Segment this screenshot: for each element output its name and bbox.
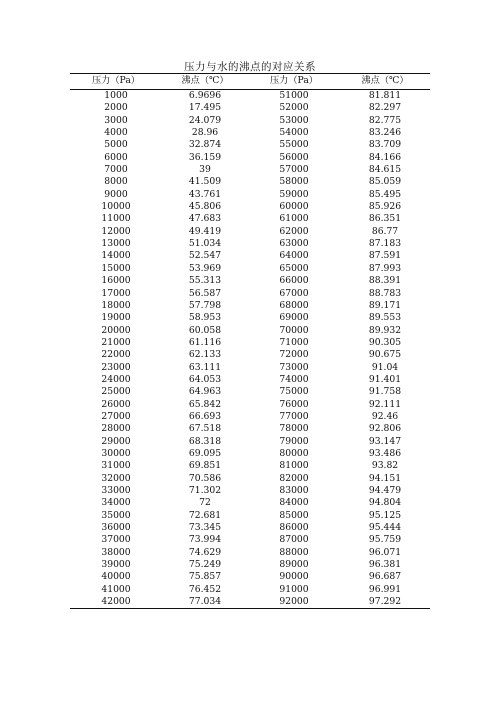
cell-boiling-point-left: 62.133 <box>188 349 222 361</box>
cell-pressure-left: 25000 <box>101 386 131 398</box>
cell-boiling-point-right: 91.401 <box>368 373 402 385</box>
cell-boiling-point-left: 71.302 <box>188 485 222 497</box>
cell-pressure-left: 2000 <box>104 102 128 114</box>
cell-pressure-right: 61000 <box>279 213 309 225</box>
table-row <box>70 596 430 609</box>
cell-boiling-point-left: 41.509 <box>188 176 222 188</box>
cell-boiling-point-left: 39 <box>199 164 211 176</box>
table-row <box>70 127 430 139</box>
cell-boiling-point-right: 83.246 <box>368 127 402 139</box>
cell-boiling-point-right: 91.04 <box>371 361 399 373</box>
table-row <box>70 559 430 571</box>
cell-pressure-right: 67000 <box>279 287 309 299</box>
cell-boiling-point-right: 93.486 <box>368 447 402 459</box>
cell-boiling-point-right: 82.775 <box>368 114 402 126</box>
table-row <box>70 102 430 114</box>
cell-pressure-right: 74000 <box>279 373 309 385</box>
cell-pressure-right: 90000 <box>279 571 309 583</box>
table-row <box>70 263 430 275</box>
cell-boiling-point-left: 65.842 <box>188 398 222 410</box>
cell-boiling-point-right: 85.059 <box>368 176 402 188</box>
cell-pressure-right: 70000 <box>279 324 309 336</box>
cell-pressure-right: 87000 <box>279 534 309 546</box>
table-row <box>70 176 430 188</box>
pressure-boiling-point-table <box>70 73 430 609</box>
table-row <box>70 510 430 522</box>
cell-pressure-left: 14000 <box>101 250 131 262</box>
cell-pressure-left: 40000 <box>101 571 131 583</box>
cell-pressure-left: 13000 <box>101 238 131 250</box>
cell-pressure-right: 79000 <box>279 435 309 447</box>
cell-boiling-point-left: 49.419 <box>188 225 222 237</box>
cell-pressure-right: 89000 <box>279 559 309 571</box>
cell-pressure-left: 37000 <box>101 534 131 546</box>
cell-boiling-point-right: 90.675 <box>368 349 402 361</box>
cell-pressure-right: 71000 <box>279 336 309 348</box>
table-row <box>70 571 430 583</box>
cell-boiling-point-left: 69.095 <box>188 447 222 459</box>
cell-pressure-left: 27000 <box>101 410 131 422</box>
cell-pressure-left: 19000 <box>101 312 131 324</box>
cell-pressure-right: 51000 <box>279 90 309 102</box>
table-row <box>70 90 430 103</box>
cell-pressure-left: 38000 <box>101 546 131 558</box>
cell-boiling-point-left: 72.681 <box>188 509 222 521</box>
cell-boiling-point-left: 75.249 <box>188 559 222 571</box>
cell-pressure-right: 85000 <box>279 509 309 521</box>
cell-boiling-point-right: 86.77 <box>371 225 399 237</box>
cell-pressure-right: 63000 <box>279 238 309 250</box>
cell-boiling-point-right: 92.806 <box>368 423 402 435</box>
cell-boiling-point-left: 66.693 <box>188 410 222 422</box>
table-row <box>70 362 430 374</box>
cell-pressure-right: 83000 <box>279 485 309 497</box>
cell-pressure-right: 81000 <box>279 460 309 472</box>
cell-boiling-point-right: 95.759 <box>368 534 402 546</box>
cell-pressure-left: 11000 <box>101 213 131 225</box>
cell-boiling-point-left: 69.851 <box>188 460 222 472</box>
cell-boiling-point-left: 57.798 <box>188 299 222 311</box>
cell-pressure-right: 72000 <box>279 349 309 361</box>
table-row <box>70 226 430 238</box>
cell-boiling-point-right: 96.071 <box>368 546 402 558</box>
cell-boiling-point-right: 93.82 <box>371 460 399 472</box>
table-row <box>70 312 430 324</box>
table-row <box>70 115 430 127</box>
cell-boiling-point-left: 60.058 <box>188 324 222 336</box>
cell-boiling-point-right: 92.46 <box>371 410 399 422</box>
cell-pressure-left: 31000 <box>101 460 131 472</box>
table-row <box>70 522 430 534</box>
cell-pressure-left: 9000 <box>104 188 128 200</box>
cell-boiling-point-left: 74.629 <box>188 546 222 558</box>
cell-boiling-point-right: 94.151 <box>368 472 402 484</box>
table-row <box>70 201 430 213</box>
cell-pressure-right: 62000 <box>279 225 309 237</box>
cell-boiling-point-right: 96.687 <box>368 571 402 583</box>
cell-boiling-point-left: 77.034 <box>162 596 248 609</box>
cell-boiling-point-left: 6.9696 <box>188 90 222 102</box>
cell-boiling-point-right: 87.183 <box>368 238 402 250</box>
cell-boiling-point-left: 72 <box>199 497 211 509</box>
cell-boiling-point-right: 91.758 <box>368 386 402 398</box>
cell-boiling-point-left: 28.96 <box>191 127 219 139</box>
cell-pressure-left: 36000 <box>101 522 131 534</box>
cell-pressure-left: 26000 <box>101 398 131 410</box>
table-row <box>70 411 430 423</box>
table-row <box>70 213 430 225</box>
cell-boiling-point-right: 90.305 <box>368 336 402 348</box>
cell-pressure-left: 7000 <box>104 164 128 176</box>
table-title: 压力与水的沸点的对应关系 <box>184 61 316 73</box>
cell-boiling-point-left: 56.587 <box>188 287 222 299</box>
cell-pressure-right: 59000 <box>279 188 309 200</box>
cell-boiling-point-left: 61.116 <box>188 336 222 348</box>
cell-boiling-point-right: 96.991 <box>368 583 402 595</box>
cell-boiling-point-right: 95.444 <box>368 522 402 534</box>
cell-boiling-point-right: 93.147 <box>368 435 402 447</box>
cell-boiling-point-left: 52.547 <box>188 250 222 262</box>
cell-boiling-point-left: 73.994 <box>188 534 222 546</box>
cell-boiling-point-left: 68.318 <box>188 435 222 447</box>
cell-pressure-left: 8000 <box>104 176 128 188</box>
cell-boiling-point-right: 92.111 <box>368 398 402 410</box>
cell-pressure-left: 12000 <box>101 225 131 237</box>
cell-boiling-point-left: 55.313 <box>188 275 222 287</box>
cell-pressure-right: 68000 <box>279 299 309 311</box>
cell-pressure-right: 65000 <box>279 262 309 274</box>
cell-boiling-point-right: 81.811 <box>368 90 402 102</box>
cell-pressure-right: 66000 <box>279 275 309 287</box>
header-boiling-point-right: 沸点（℃） <box>340 74 430 90</box>
cell-pressure-right: 80000 <box>279 447 309 459</box>
cell-boiling-point-left: 36.159 <box>188 151 222 163</box>
cell-pressure-left: 29000 <box>101 435 131 447</box>
cell-pressure-left: 5000 <box>104 139 128 151</box>
cell-boiling-point-right: 89.553 <box>368 312 402 324</box>
cell-pressure-left: 6000 <box>104 151 128 163</box>
cell-pressure-left: 1000 <box>104 90 128 102</box>
cell-boiling-point-right: 86.351 <box>368 213 402 225</box>
cell-boiling-point-right: 84.166 <box>368 151 402 163</box>
cell-pressure-left: 34000 <box>101 497 131 509</box>
cell-pressure-right: 55000 <box>279 139 309 151</box>
cell-boiling-point-left: 53.969 <box>188 262 222 274</box>
cell-boiling-point-right: 88.391 <box>368 275 402 287</box>
cell-pressure-left: 42000 <box>70 596 162 609</box>
cell-boiling-point-right: 97.292 <box>340 596 430 609</box>
cell-boiling-point-left: 58.953 <box>188 312 222 324</box>
cell-boiling-point-right: 82.297 <box>368 102 402 114</box>
cell-pressure-left: 30000 <box>101 447 131 459</box>
cell-pressure-left: 18000 <box>101 299 131 311</box>
cell-boiling-point-left: 24.079 <box>188 114 222 126</box>
table-row <box>70 460 430 472</box>
cell-boiling-point-left: 67.518 <box>188 423 222 435</box>
cell-boiling-point-right: 94.479 <box>368 485 402 497</box>
cell-boiling-point-right: 85.495 <box>368 188 402 200</box>
cell-pressure-right: 53000 <box>279 114 309 126</box>
cell-pressure-left: 17000 <box>101 287 131 299</box>
header-pressure-left: 压力（Pa） <box>70 74 162 90</box>
table-row <box>70 139 430 151</box>
cell-pressure-left: 41000 <box>101 583 131 595</box>
cell-boiling-point-right: 85.926 <box>368 201 402 213</box>
table-row <box>70 337 430 349</box>
cell-pressure-left: 39000 <box>101 559 131 571</box>
cell-pressure-left: 10000 <box>101 201 131 213</box>
table-body <box>70 90 430 609</box>
cell-pressure-right: 58000 <box>279 176 309 188</box>
cell-pressure-left: 20000 <box>101 324 131 336</box>
table-row <box>70 584 430 596</box>
cell-pressure-left: 33000 <box>101 485 131 497</box>
cell-pressure-right: 57000 <box>279 164 309 176</box>
cell-boiling-point-right: 87.591 <box>368 250 402 262</box>
cell-boiling-point-right: 94.804 <box>368 497 402 509</box>
table-row <box>70 164 430 176</box>
cell-boiling-point-left: 64.053 <box>188 373 222 385</box>
cell-boiling-point-right: 96.381 <box>368 559 402 571</box>
table-row <box>70 436 430 448</box>
cell-boiling-point-left: 17.495 <box>188 102 222 114</box>
cell-boiling-point-left: 73.345 <box>188 522 222 534</box>
cell-pressure-right: 73000 <box>279 361 309 373</box>
header-pressure-right: 压力（Pa） <box>248 74 340 90</box>
cell-boiling-point-left: 63.111 <box>188 361 222 373</box>
table-row <box>70 238 430 250</box>
table-row <box>70 275 430 287</box>
table-row <box>70 497 430 509</box>
cell-pressure-left: 15000 <box>101 262 131 274</box>
table-row <box>70 300 430 312</box>
cell-boiling-point-left: 51.034 <box>188 238 222 250</box>
table-row <box>70 485 430 497</box>
cell-pressure-left: 24000 <box>101 373 131 385</box>
cell-pressure-right: 75000 <box>279 386 309 398</box>
table-row <box>70 534 430 546</box>
cell-pressure-right: 60000 <box>279 201 309 213</box>
cell-pressure-left: 21000 <box>101 336 131 348</box>
table-row <box>70 547 430 559</box>
table-row <box>70 473 430 485</box>
cell-pressure-left: 4000 <box>104 127 128 139</box>
table-row <box>70 374 430 386</box>
header-row <box>70 74 430 90</box>
cell-boiling-point-left: 32.874 <box>188 139 222 151</box>
cell-pressure-right: 84000 <box>279 497 309 509</box>
cell-pressure-left: 35000 <box>101 509 131 521</box>
cell-boiling-point-right: 88.783 <box>368 287 402 299</box>
cell-pressure-right: 56000 <box>279 151 309 163</box>
table-row <box>70 152 430 164</box>
cell-boiling-point-right: 89.932 <box>368 324 402 336</box>
cell-boiling-point-right: 87.993 <box>368 262 402 274</box>
cell-pressure-right: 78000 <box>279 423 309 435</box>
cell-boiling-point-left: 43.761 <box>188 188 222 200</box>
cell-pressure-left: 28000 <box>101 423 131 435</box>
cell-boiling-point-left: 47.683 <box>188 213 222 225</box>
cell-pressure-right: 64000 <box>279 250 309 262</box>
header-boiling-point-left: 沸点（℃） <box>162 74 248 90</box>
cell-pressure-right: 91000 <box>279 583 309 595</box>
cell-pressure-left: 22000 <box>101 349 131 361</box>
table-row <box>70 325 430 337</box>
cell-pressure-right: 88000 <box>279 546 309 558</box>
cell-boiling-point-left: 76.452 <box>188 583 222 595</box>
table-row <box>70 349 430 361</box>
table-row <box>70 288 430 300</box>
table-row <box>70 386 430 398</box>
cell-pressure-left: 23000 <box>101 361 131 373</box>
cell-boiling-point-right: 83.709 <box>368 139 402 151</box>
cell-pressure-left: 3000 <box>104 114 128 126</box>
cell-pressure-right: 54000 <box>279 127 309 139</box>
cell-pressure-right: 76000 <box>279 398 309 410</box>
cell-boiling-point-left: 45.806 <box>188 201 222 213</box>
table-row <box>70 399 430 411</box>
cell-pressure-right: 82000 <box>279 472 309 484</box>
cell-boiling-point-left: 70.586 <box>188 472 222 484</box>
table-row <box>70 448 430 460</box>
cell-pressure-left: 32000 <box>101 472 131 484</box>
cell-pressure-right: 86000 <box>279 522 309 534</box>
cell-boiling-point-right: 89.171 <box>368 299 402 311</box>
table-row <box>70 189 430 201</box>
cell-pressure-left: 16000 <box>101 275 131 287</box>
cell-pressure-right: 52000 <box>279 102 309 114</box>
cell-pressure-right: 77000 <box>279 410 309 422</box>
cell-boiling-point-left: 75.857 <box>188 571 222 583</box>
cell-boiling-point-left: 64.963 <box>188 386 222 398</box>
cell-pressure-right: 69000 <box>279 312 309 324</box>
cell-pressure-right: 92000 <box>248 596 340 609</box>
table-row <box>70 250 430 262</box>
table-row <box>70 423 430 435</box>
cell-boiling-point-right: 95.125 <box>368 509 402 521</box>
cell-boiling-point-right: 84.615 <box>368 164 402 176</box>
